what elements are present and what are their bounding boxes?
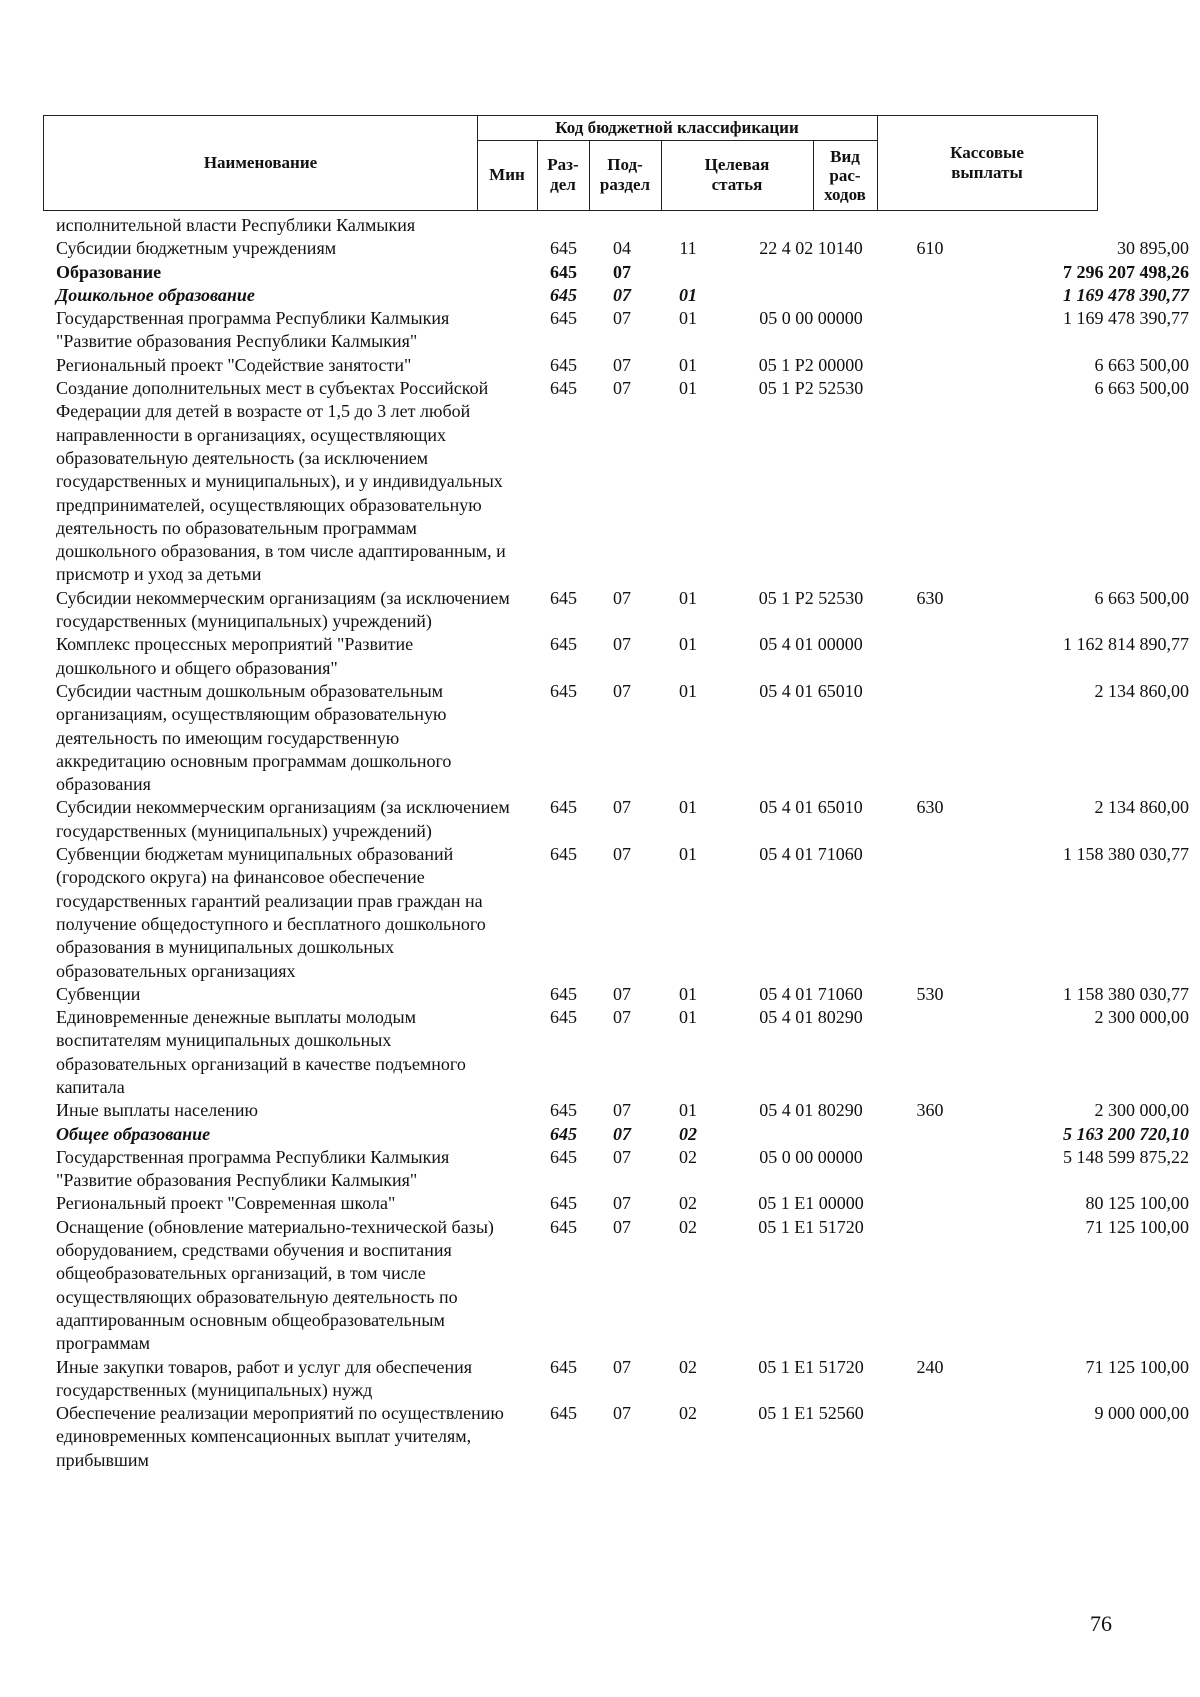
- cell-razdel: 07: [613, 1216, 631, 1237]
- cell-tselevaya: 05 4 01 71060: [759, 844, 863, 865]
- cell-podrazdel: 11: [679, 238, 697, 259]
- cell-razdel: 07: [613, 1356, 631, 1377]
- cell-sum: 71 125 100,00: [1085, 1356, 1189, 1377]
- cell-tselevaya: 05 1 E1 52560: [758, 1403, 864, 1424]
- cell-tselevaya: 05 4 01 71060: [759, 983, 863, 1004]
- header-podrazdel: Под- раздел: [599, 155, 651, 194]
- table-row: [56, 354, 1189, 377]
- cell-vid: 240: [916, 1356, 944, 1377]
- cell-sum: 1 162 814 890,77: [1063, 634, 1189, 655]
- cell-min: 645: [550, 261, 577, 282]
- cell-sum: 80 125 100,00: [1085, 1193, 1189, 1214]
- cell-name: Субсидии некоммерческим организациям (за исключением государственных (муниципальных) учреждений): [56, 797, 510, 841]
- cell-tselevaya: 05 1 P2 00000: [758, 354, 864, 375]
- header-sum: Кассовые выплаты: [950, 143, 1024, 182]
- cell-razdel: 07: [613, 1100, 631, 1121]
- cell-min: 645: [550, 1193, 577, 1214]
- table-row: [56, 1123, 1189, 1146]
- cell-sum: 9 000 000,00: [1094, 1403, 1189, 1424]
- cell-min: 645: [550, 797, 577, 818]
- cell-razdel: 07: [613, 1146, 631, 1167]
- cell-vid: 630: [916, 587, 944, 608]
- cell-vid: 610: [916, 238, 944, 259]
- cell-sum: 5 163 200 720,10: [1063, 1123, 1189, 1144]
- cell-name: Государственная программа Республики Калмыкия "Развитие образования Республики Калмыкия": [56, 308, 450, 352]
- cell-min: 645: [550, 844, 577, 865]
- table-row: [56, 261, 1189, 284]
- cell-podrazdel: 01: [679, 983, 697, 1004]
- cell-min: 645: [550, 284, 577, 305]
- cell-podrazdel: 01: [679, 587, 697, 608]
- table-row: [56, 633, 1189, 680]
- cell-razdel: 07: [613, 261, 631, 282]
- table-row: [56, 237, 1189, 260]
- cell-sum: 30 895,00: [1117, 238, 1189, 259]
- table-row: [56, 214, 1106, 237]
- cell-sum: 2 134 860,00: [1094, 797, 1189, 818]
- cell-sum: 2 134 860,00: [1094, 680, 1189, 701]
- cell-razdel: 07: [613, 797, 631, 818]
- cell-tselevaya: 05 0 00 00000: [759, 308, 863, 329]
- cell-razdel: 04: [613, 238, 631, 259]
- cell-podrazdel: 01: [679, 284, 697, 305]
- cell-sum: 2 300 000,00: [1094, 1100, 1189, 1121]
- table-row: [56, 1006, 1189, 1099]
- table-row: [56, 587, 1189, 634]
- cell-min: 645: [550, 983, 577, 1004]
- cell-name: Создание дополнительных мест в субъектах Российской Федерации для детей в возрасте от 1,5 до 3 лет любой направленности в организациях, осуществляющих образовательную деятельность (за исключением государственных и муниципальных), и у индивидуальных предпринимателей, осуществляющих образовательную деятельность по образовательным программам дошкольного образования, в том числе адаптированным, и присмотр и уход за детьми: [56, 378, 506, 585]
- cell-razdel: 07: [613, 634, 631, 655]
- cell-sum: 1 169 478 390,77: [1063, 284, 1189, 305]
- cell-min: 645: [550, 1100, 577, 1121]
- cell-tselevaya: 05 1 P2 52530: [758, 378, 864, 399]
- cell-name: исполнительной власти Республики Калмыкия: [56, 215, 416, 235]
- cell-min: 645: [550, 1356, 577, 1377]
- cell-tselevaya: 05 4 01 65010: [759, 680, 863, 701]
- cell-sum: 1 158 380 030,77: [1063, 983, 1189, 1004]
- cell-name: Общее образование: [56, 1123, 211, 1144]
- cell-razdel: 07: [613, 354, 631, 375]
- cell-tselevaya: 05 1 E1 51720: [758, 1216, 864, 1237]
- cell-tselevaya: 05 0 00 00000: [759, 1146, 863, 1167]
- table-body: [56, 214, 1189, 1472]
- table-row: [56, 1192, 1189, 1215]
- cell-name: Оснащение (обновление материально-технической базы) оборудованием, средствами обучения и воспитания общеобразовательных организаций, в том числе осуществляющих образовательную деятельность по адаптированным основным общеобразовательным программам: [56, 1216, 494, 1354]
- cell-razdel: 07: [613, 983, 631, 1004]
- cell-min: 645: [550, 1216, 577, 1237]
- cell-razdel: 07: [613, 1193, 631, 1214]
- cell-podrazdel: 01: [679, 1100, 697, 1121]
- header-name: Наименование: [203, 153, 318, 172]
- cell-sum: 1 158 380 030,77: [1063, 844, 1189, 865]
- cell-podrazdel: 01: [679, 797, 697, 818]
- cell-podrazdel: 01: [679, 1007, 697, 1028]
- cell-razdel: 07: [613, 1007, 631, 1028]
- cell-name: Образование: [56, 261, 162, 282]
- cell-podrazdel: 02: [679, 1146, 697, 1167]
- cell-vid: 360: [916, 1100, 944, 1121]
- cell-podrazdel: 02: [679, 1216, 697, 1237]
- cell-razdel: 07: [613, 308, 631, 329]
- cell-name: Иные выплаты населению: [56, 1100, 258, 1121]
- cell-min: 645: [550, 634, 577, 655]
- cell-tselevaya: 05 4 01 80290: [759, 1100, 863, 1121]
- cell-sum: 2 300 000,00: [1094, 1007, 1189, 1028]
- cell-podrazdel: 02: [679, 1356, 697, 1377]
- cell-tselevaya: 05 4 01 80290: [759, 1007, 863, 1028]
- cell-min: 645: [550, 238, 577, 259]
- cell-min: 645: [550, 378, 577, 399]
- cell-podrazdel: 01: [679, 354, 697, 375]
- cell-podrazdel: 01: [679, 844, 697, 865]
- cell-podrazdel: 01: [679, 680, 697, 701]
- cell-name: Региональный проект "Содействие занятости": [56, 354, 412, 375]
- cell-name: Комплекс процессных мероприятий "Развитие дошкольного и общего образования": [56, 634, 414, 678]
- cell-name: Единовременные денежные выплаты молодым воспитателям муниципальных дошкольных образовательных организаций в качестве подъемного капитала: [56, 1007, 466, 1097]
- cell-tselevaya: 05 1 P2 52530: [758, 587, 864, 608]
- cell-name: Субсидии некоммерческим организациям (за исключением государственных (муниципальных) учреждений): [56, 587, 510, 632]
- cell-razdel: 07: [613, 844, 631, 865]
- table-row: [56, 796, 1189, 843]
- table-row: [56, 1146, 1189, 1193]
- cell-podrazdel: 02: [679, 1193, 697, 1214]
- table-row: [56, 307, 1189, 354]
- cell-name: Субвенции бюджетам муниципальных образований (городского округа) на финансовое обеспечение государственных гарантий реализации прав граждан на получение общедоступного и бесплатного дошкольного образования в муниципальных дошкольных образовательных организациях: [56, 844, 486, 981]
- cell-name: Обеспечение реализации мероприятий по осуществлению единовременных компенсационных выплат учителям, прибывшим: [56, 1403, 504, 1470]
- cell-min: 645: [550, 308, 577, 329]
- cell-razdel: 07: [613, 1403, 631, 1424]
- table-header: [43, 115, 1098, 211]
- header-min: Мин: [489, 165, 525, 184]
- cell-razdel: 07: [613, 680, 631, 701]
- cell-vid: 630: [916, 797, 944, 818]
- cell-name: Субсидии частным дошкольным образовательным организациям, осуществляющим образовательную деятельность по имеющим государственную аккредитацию основным программам дошкольного образования: [56, 680, 452, 795]
- header-razdel: Раз- дел: [547, 155, 579, 194]
- cell-min: 645: [550, 1007, 577, 1028]
- table-row: [56, 1099, 1189, 1122]
- cell-podrazdel: 02: [679, 1123, 697, 1144]
- table-row: [56, 1402, 1189, 1472]
- cell-sum: 1 169 478 390,77: [1063, 308, 1189, 329]
- cell-podrazdel: 01: [679, 378, 697, 399]
- cell-podrazdel: 01: [679, 308, 697, 329]
- table-row: [56, 377, 1189, 587]
- cell-name: Дошкольное образование: [56, 284, 255, 305]
- cell-sum: 7 296 207 498,26: [1063, 261, 1189, 282]
- table-row: [56, 1356, 1189, 1403]
- cell-sum: 6 663 500,00: [1094, 354, 1189, 375]
- header-group: Код бюджетной классификации: [555, 118, 799, 137]
- cell-name: Государственная программа Республики Калмыкия "Развитие образования Республики Калмыкия": [56, 1146, 450, 1191]
- cell-tselevaya: 05 4 01 65010: [759, 797, 863, 818]
- table-row: [56, 284, 1189, 307]
- cell-name: Субвенции: [56, 983, 141, 1004]
- cell-razdel: 07: [613, 1123, 631, 1144]
- cell-tselevaya: 05 4 01 00000: [759, 634, 863, 655]
- table-row: [56, 983, 1189, 1006]
- cell-min: 645: [550, 1146, 577, 1167]
- cell-sum: 5 148 599 875,22: [1063, 1146, 1189, 1167]
- cell-sum: 6 663 500,00: [1094, 587, 1189, 608]
- header-vid: Вид рас- ходов: [824, 146, 866, 204]
- cell-podrazdel: 02: [679, 1403, 697, 1424]
- cell-tselevaya: 22 4 02 10140: [759, 238, 863, 259]
- cell-min: 645: [550, 1403, 577, 1424]
- table-row: [56, 843, 1189, 983]
- table-row: [56, 680, 1189, 796]
- cell-razdel: 07: [613, 378, 631, 399]
- cell-min: 645: [550, 680, 577, 701]
- cell-sum: 71 125 100,00: [1085, 1216, 1189, 1237]
- table-row: [56, 1216, 1189, 1356]
- cell-razdel: 07: [613, 587, 631, 608]
- cell-min: 645: [550, 1123, 577, 1144]
- cell-razdel: 07: [613, 284, 631, 305]
- cell-vid: 530: [916, 983, 944, 1004]
- cell-min: 645: [550, 354, 577, 375]
- cell-sum: 6 663 500,00: [1094, 378, 1189, 399]
- cell-tselevaya: 05 1 E1 51720: [758, 1356, 864, 1377]
- cell-tselevaya: 05 1 E1 00000: [758, 1193, 864, 1214]
- cell-min: 645: [550, 587, 577, 608]
- cell-name: Субсидии бюджетным учреждениям: [56, 238, 337, 259]
- header-tselevaya: Целевая статья: [704, 155, 770, 194]
- page-number: 76: [1090, 1611, 1112, 1636]
- cell-name: Иные закупки товаров, работ и услуг для обеспечения государственных (муниципальных) нужд: [56, 1356, 472, 1400]
- cell-podrazdel: 01: [679, 634, 697, 655]
- cell-name: Региональный проект "Современная школа": [56, 1193, 396, 1214]
